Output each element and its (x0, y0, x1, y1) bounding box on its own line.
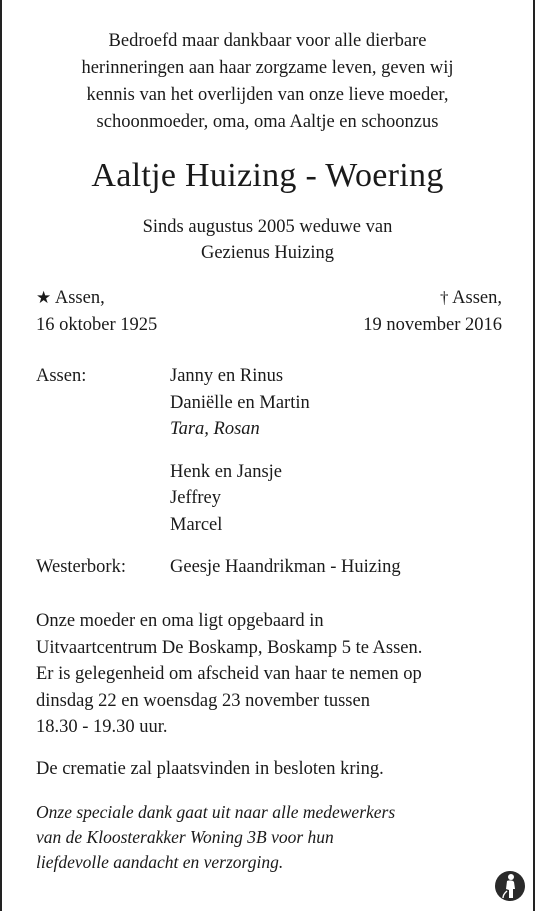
thanks-note (36, 800, 515, 875)
intro-line: kennis van het overlijden van onze lieve moeder, (86, 85, 449, 105)
thanks-line: Onze speciale dank gaat uit naar alle medewerkers (36, 802, 396, 822)
viewing-line: Uitvaartcentrum De Boskamp, Boskamp 5 te Assen. (36, 637, 423, 658)
cremation-text: De crematie zal plaatsvinden in besloten kring. (36, 759, 384, 779)
birth-info (36, 284, 157, 339)
border-left (0, 0, 2, 911)
viewing-line: Onze moeder en oma ligt opgebaard in (36, 611, 324, 631)
death-date: 19 november 2016 (363, 315, 502, 335)
widow-line: Sinds augustus 2005 weduwe van (142, 217, 393, 237)
intro-line: herinneringen aan haar zorgzame leven, geven wij (81, 58, 454, 78)
family-member: Daniëlle en Martin (170, 392, 310, 413)
death-info (363, 284, 502, 339)
intro-line: Bedroefd maar dankbaar voor alle dierbare (108, 31, 427, 51)
family-member: Janny en Rinus (170, 366, 284, 386)
death-place: Assen, (452, 288, 502, 308)
viewing-line: 18.30 - 19.30 uur. (36, 717, 168, 737)
grandchildren: Tara, Rosan (170, 419, 260, 439)
viewing-line: dinsdag 22 en woensdag 23 november tussen (36, 690, 370, 711)
intro-line: schoonmoeder, oma, oma Aaltje en schoonzus (96, 112, 439, 132)
family-member: Marcel (170, 514, 223, 535)
spacer (170, 443, 310, 459)
family-member: Jeffrey (170, 488, 222, 508)
widow-note (0, 214, 535, 266)
cremation-info (36, 756, 515, 783)
thanks-line: van de Kloosterakker Woning 3B voor hun (36, 827, 334, 847)
person-silhouette-icon (493, 869, 527, 903)
family-member: Geesje Haandrikman - Huizing (170, 557, 401, 577)
family-member: Henk en Jansje (170, 461, 282, 482)
widow-line: Gezienus Huizing (200, 243, 335, 263)
viewing-line: Er is gelegenheid om afscheid van haar te nemen op (36, 664, 422, 684)
birth-place: Assen, (54, 288, 105, 308)
family-place: Westerbork: (36, 557, 126, 577)
star-icon: ★ (36, 288, 52, 307)
cross-icon: † (440, 288, 449, 307)
thanks-line: liefdevolle aandacht en verzorging. (36, 852, 284, 872)
birth-date: 16 oktober 1925 (36, 315, 158, 335)
deceased-name: Aaltje Huizing - Woering (91, 157, 444, 194)
family-names (170, 363, 310, 538)
viewing-info (36, 608, 515, 741)
intro-text (20, 28, 515, 136)
family-names (170, 554, 401, 581)
family-place: Assen: (36, 366, 87, 386)
